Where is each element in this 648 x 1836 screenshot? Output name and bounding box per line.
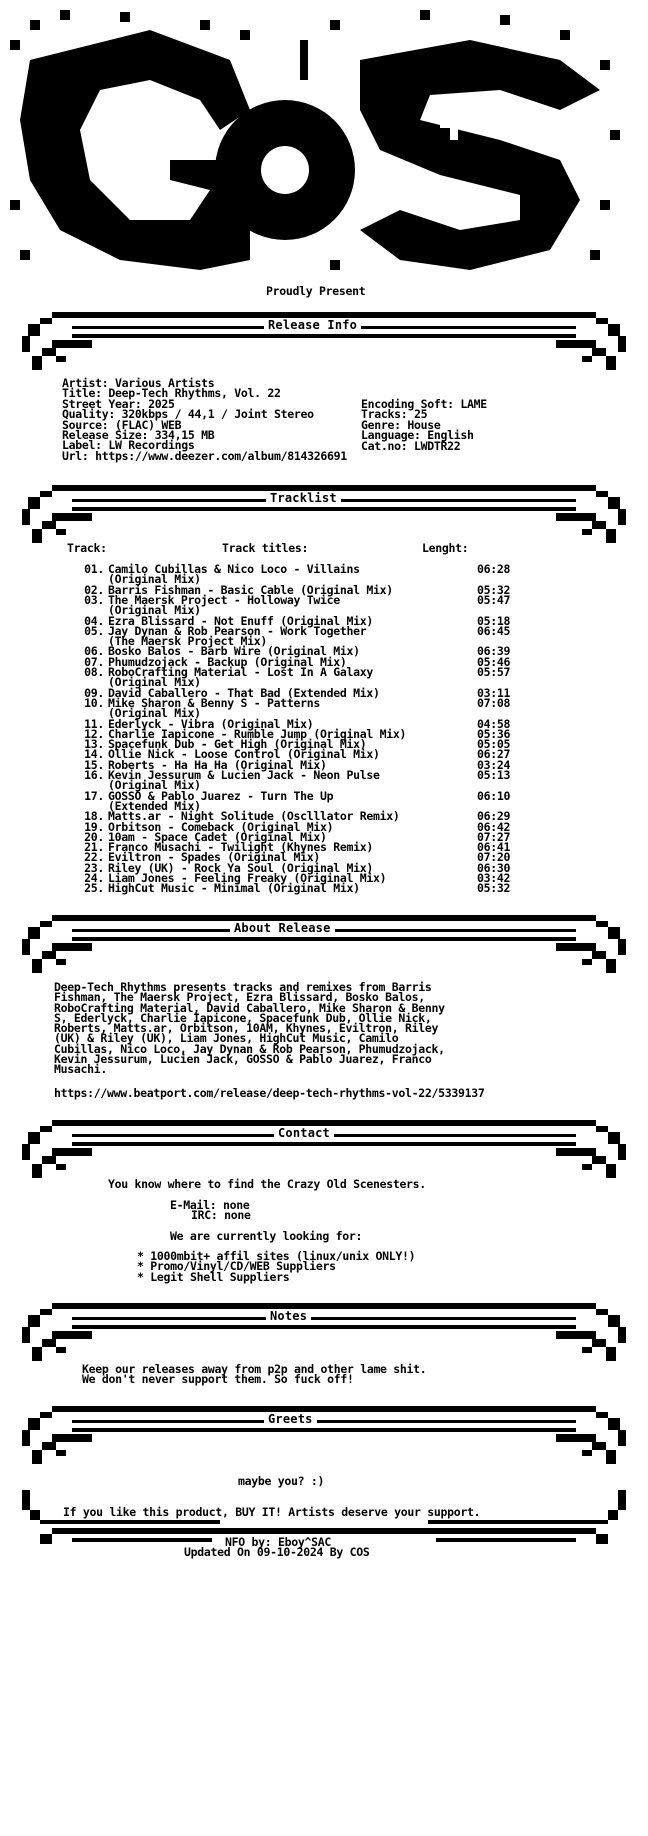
track-title: Riley (UK) - Rock Ya Soul (Original Mix) (108, 860, 373, 875)
track-title: (Original Mix) (108, 778, 201, 793)
track-title: Orbitson - Comeback (Original Mix) (108, 819, 334, 834)
track-title: Barris Fishman - Basic Cable (Original Mix) (108, 582, 393, 597)
about-line: Kevin Jessurum, Lucien Jack, GOSSO & Pablo Juarez, Franco (54, 1052, 432, 1067)
section-title: Greets (264, 1412, 317, 1426)
track-length: 03:24 (477, 757, 511, 772)
track-number: 24. (84, 871, 104, 885)
track-title: Ezra Blissard - Not Enuff (Original Mix) (108, 613, 373, 628)
source: Source: (FLAC) WEB (62, 417, 182, 432)
track-number: 12. (84, 726, 104, 741)
about-line: Roberts, Matts.ar, Orbitson, 10AM, Khynes, Eviltron, Riley (54, 1021, 439, 1036)
track-length: 03:42 (477, 871, 511, 885)
track-title: Mike Sharon & Benny S - Patterns (108, 695, 320, 710)
track-title: Eviltron - Spades (Original Mix) (108, 850, 320, 865)
section-title: Contact (274, 1126, 334, 1140)
track-number: 01. (84, 562, 104, 576)
tracklist-banner (12, 485, 636, 549)
artist: Artist: Various Artists (62, 376, 215, 390)
track-title: (Extended Mix) (108, 798, 201, 813)
about-line: Deep-Tech Rhythms presents tracks and remixes from Barris (54, 980, 432, 994)
greets-banner (12, 1406, 636, 1470)
track-title: Franco Musachi - Twilight (Khynes Remix) (108, 840, 373, 855)
about-line: RoboCrafting Material, David Caballero, Mike Sharon & Benny (54, 1000, 445, 1015)
track-length: 03:11 (477, 685, 511, 700)
track-length: 06:42 (477, 819, 511, 834)
track-number: 16. (84, 768, 104, 782)
tracks: Tracks: 25 (361, 407, 428, 422)
section-title: About Release (230, 921, 335, 935)
track-number: 04. (84, 613, 104, 628)
track-title: Phumudzojack - Backup (Original Mix) (108, 654, 347, 669)
track-title: Spacefunk Dub - Get High (Original Mix) (108, 737, 367, 752)
contact-intro: You know where to find the Crazy Old Scenesters. (108, 1177, 426, 1191)
contact-irc: IRC: none (191, 1208, 251, 1222)
col-header-titles: Track titles: (222, 541, 309, 555)
notes-line-1: Keep our releases away from p2p and other lame shit. (82, 1362, 427, 1376)
proudly-present: Proudly Present (266, 284, 366, 298)
label: Label: LW Recordings (62, 438, 195, 453)
track-number: 20. (84, 829, 104, 844)
track-number: 21. (84, 840, 104, 855)
about-line: Cubillas, Nico Loco, Jay Dynan & Rob Pearson, Phumudzojack, (54, 1041, 445, 1056)
track-length: 05:18 (477, 613, 511, 628)
title: Title: Deep-Tech Rhythms, Vol. 22 (62, 386, 281, 401)
track-number: 19. (84, 819, 104, 834)
track-list (74, 562, 594, 896)
track-title: RoboCrafting Material - Lost In A Galaxy (108, 665, 373, 679)
track-title: Kevin Jessurum & Lucien Jack - Neon Pulse (108, 768, 380, 782)
track-length: 06:29 (477, 809, 511, 824)
track-title: GOSSO & Pablo Juarez - Turn The Up (108, 788, 334, 803)
track-length: 07:20 (477, 850, 511, 865)
about-line: S, Ederlyck, Charlie Iapicone, Spacefunk Dub, Ollie Nick, (54, 1010, 432, 1025)
track-title: HighCut Music - Minimal (Original Mix) (108, 881, 360, 896)
track-title: (Original Mix) (108, 572, 201, 587)
track-title: Bosko Balos - Barb Wire (Original Mix) (108, 644, 360, 659)
track-number: 11. (84, 716, 104, 731)
track-length: 05:36 (477, 726, 511, 741)
wanted-item: * Promo/Vinyl/CD/WEB Suppliers (137, 1259, 336, 1274)
track-number: 25. (84, 881, 104, 896)
about-banner (12, 915, 636, 979)
section-title: Tracklist (266, 491, 341, 505)
track-title: Jay Dynan & Rob Pearson - Work Together (108, 623, 367, 638)
track-length: 05:57 (477, 665, 511, 679)
track-title: (Original Mix) (108, 603, 201, 618)
size: Release Size: 334,15 MB (62, 428, 215, 443)
track-title: Camilo Cubillas & Nico Loco - Villains (108, 562, 360, 576)
track-number: 09. (84, 685, 104, 700)
track-title: 10am - Space Cadet (Original Mix) (108, 829, 327, 844)
track-length: 05:32 (477, 881, 511, 896)
track-number: 22. (84, 850, 104, 865)
track-title: (The Maersk Project Mix) (108, 634, 267, 649)
track-title: (Original Mix) (108, 675, 201, 690)
beatport-link[interactable]: https://www.beatport.com/release/deep-tech-rhythms-vol-22/5339137 (54, 1086, 485, 1100)
section-title: Notes (266, 1309, 311, 1323)
about-text (54, 982, 445, 1075)
wanted-item: * Legit Shell Suppliers (137, 1269, 290, 1284)
track-title: (Original Mix) (108, 706, 201, 721)
contact-email: E-Mail: none (170, 1198, 250, 1212)
genre: Genre: House (361, 417, 441, 432)
track-length: 04:58 (477, 716, 511, 731)
track-length: 06:28 (477, 562, 511, 576)
track-title: Liam Jones - Feeling Freaky (Original Mix) (108, 871, 387, 885)
track-length: 06:39 (477, 644, 511, 659)
track-title: Ederlyck - Vibra (Original Mix) (108, 716, 314, 731)
release-info-left (62, 378, 347, 461)
track-length: 06:30 (477, 860, 511, 875)
track-length: 07:27 (477, 829, 511, 844)
release-info-banner (12, 312, 636, 376)
track-title: Matts.ar - Night Solitude (Osclllator Remix) (108, 809, 400, 824)
contact-banner (12, 1120, 636, 1184)
track-length: 05:05 (477, 737, 511, 752)
quality: Quality: 320kbps / 44,1 / Joint Stereo (62, 407, 314, 422)
updated-on: Updated On 09-10-2024 By COS (184, 1545, 370, 1559)
track-length: 06:27 (477, 747, 511, 762)
track-length: 05:13 (477, 768, 511, 782)
encoding: Encoding Soft: LAME (361, 397, 487, 411)
track-length: 07:08 (477, 695, 511, 710)
track-number: 14. (84, 747, 104, 762)
about-line: (UK) & Riley (UK), Liam Jones, HighCut Music, Camilo (54, 1031, 399, 1046)
track-number: 15. (84, 757, 104, 772)
track-length: 06:10 (477, 788, 511, 803)
section-title: Release Info (264, 318, 361, 332)
track-length: 06:45 (477, 623, 511, 638)
notes-banner (12, 1303, 636, 1367)
track-number: 13. (84, 737, 104, 752)
url: Url: https://www.deezer.com/album/814326691 (62, 448, 347, 463)
contact-looking: We are currently looking for: (170, 1229, 363, 1243)
track-title: The Maersk Project - Holloway Twice (108, 592, 340, 607)
about-line: Musachi. (54, 1062, 107, 1077)
track-number: 10. (84, 695, 104, 710)
catno: Cat.no: LWDTR22 (361, 438, 461, 453)
track-number: 08. (84, 665, 104, 679)
track-title: David Caballero - That Bad (Extended Mix) (108, 685, 380, 700)
track-number: 23. (84, 860, 104, 875)
about-line: Fishman, The Maersk Project, Ezra Blissard, Bosko Balos, (54, 990, 425, 1005)
track-length: 06:41 (477, 840, 511, 855)
track-number: 02. (84, 582, 104, 597)
notes-line-2: We don't never support them. So fuck off! (82, 1372, 354, 1386)
year: Street Year: 2025 (62, 396, 175, 411)
track-number: 03. (84, 592, 104, 607)
support-line: If you like this product, BUY IT! Artists deserve your support. (63, 1505, 481, 1519)
track-number: 05. (84, 623, 104, 638)
wanted-item: * 1000mbit+ affil sites (linux/unix ONLY!) (137, 1249, 416, 1263)
col-header-length: Lenght: (422, 541, 469, 555)
track-number: 17. (84, 788, 104, 803)
track-length: 05:46 (477, 654, 511, 669)
track-number: 18. (84, 809, 104, 824)
track-title: Charlie Iapicone - Rumble Jump (Original Mix) (108, 726, 407, 741)
col-header-track: Track: (67, 541, 107, 555)
track-length: 05:32 (477, 582, 511, 597)
track-length: 05:47 (477, 592, 511, 607)
greets-line: maybe you? :) (238, 1474, 325, 1488)
track-title: Ollie Nick - Loose Control (Original Mix) (108, 747, 380, 762)
nfo-by: NFO by: Eboy^SAC (222, 1536, 334, 1548)
track-number: 06. (84, 644, 104, 659)
track-number: 07. (84, 654, 104, 669)
cos-logo (0, 0, 648, 300)
track-title: Roberts - Ha Ha Ha (Original Mix) (108, 757, 327, 772)
contact-wanted-list (137, 1251, 415, 1282)
language: Language: English (361, 428, 474, 443)
release-info-right (361, 399, 487, 451)
